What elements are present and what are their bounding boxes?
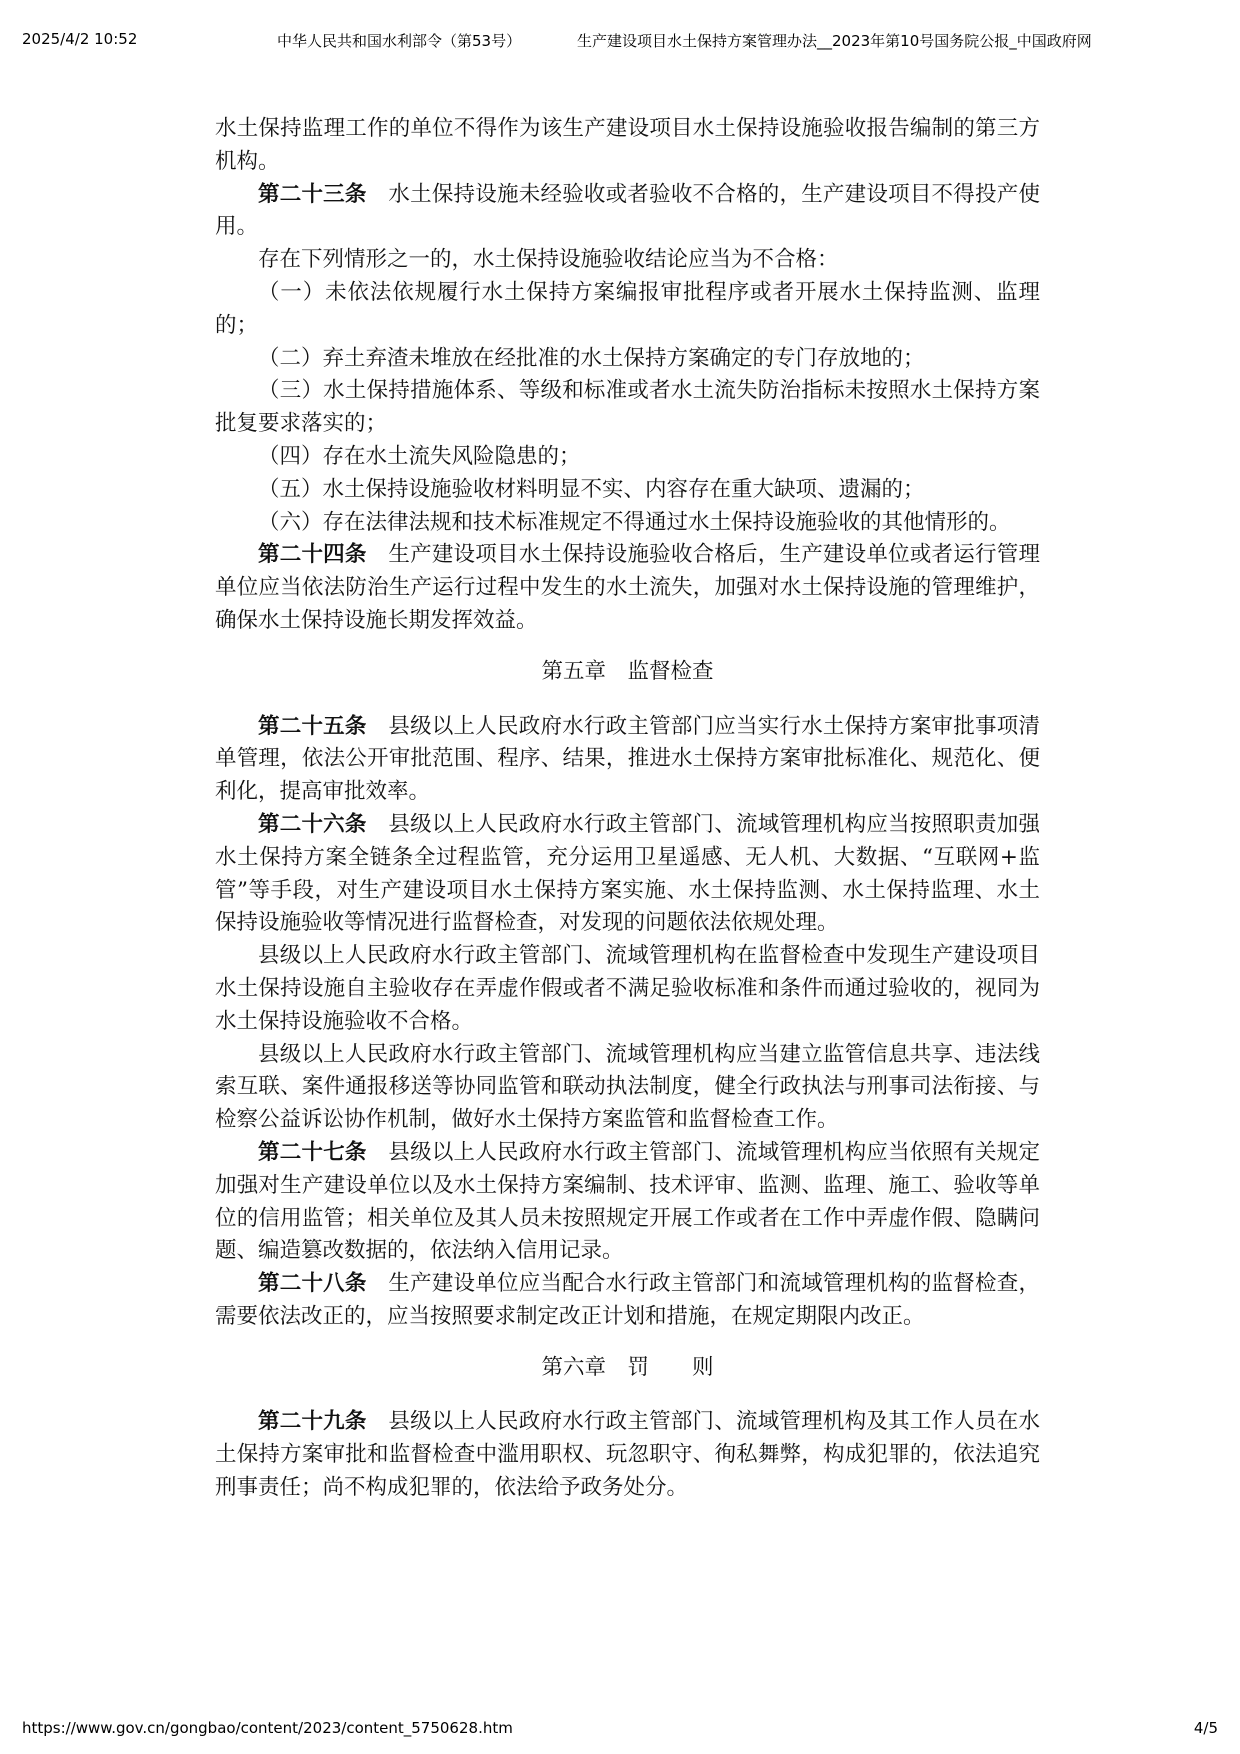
- article-label: 第二十三条: [258, 181, 367, 207]
- article-28: [215, 1268, 1040, 1334]
- article-text: 水土保持设施未经验收或者验收不合格的，生产建设项目不得投产使用。: [215, 181, 1040, 240]
- document-title: 中华人民共和国水利部令（第53号）: [277, 32, 522, 50]
- page-url: https://www.gov.cn/gongbao/content/2023/content_5750628.htm: [22, 1719, 513, 1737]
- list-item: （六）存在法律法规和技术标准规定不得通过水土保持设施验收的其他情形的。: [258, 509, 1011, 535]
- article-text: 县级以上人民政府水行政主管部门、流域管理机构应当按照职责加强水土保持方案全链条全过程监管，充分运用卫星遥感、无人机、大数据、“互联网+监管”等手段，对生产建设项目水土保持方案实施、水土保持监测、水土保持监理、水土保持设施验收等情况进行监督检查，对发现的问题依法依规处理。: [215, 811, 1040, 936]
- paragraph: 县级以上人民政府水行政主管部门、流域管理机构应当建立监管信息共享、违法线索互联、案件通报移送等协同监管和联动执法制度，健全行政执法与刑事司法衔接、与检察公益诉讼协作机制，做好水土保持方案监管和监督检查工作。: [215, 1041, 1040, 1133]
- print-date: 2025/4/2 10:52: [22, 30, 138, 48]
- chapter-heading: 第六章 罚 则: [541, 1354, 714, 1380]
- list-item: （四）存在水土流失风险隐患的；: [258, 443, 581, 469]
- article-label: 第二十七条: [258, 1139, 367, 1165]
- article-25: [215, 711, 1040, 809]
- list-item: （三）水土保持措施体系、等级和标准或者水土流失防治指标未按照水土保持方案批复要求落实的；: [215, 378, 1040, 437]
- list-item: （二）弃土弃渣未堆放在经批准的水土保持方案确定的专门存放地的；: [258, 345, 925, 371]
- article-23: [215, 179, 1040, 245]
- article-label: 第二十九条: [258, 1409, 367, 1435]
- paragraph: 县级以上人民政府水行政主管部门、流域管理机构在监督检查中发现生产建设项目水土保持设施自主验收存在弄虚作假或者不满足验收标准和条件而通过验收的，视同为水土保持设施验收不合格。: [215, 943, 1040, 1034]
- article-text: 生产建设项目水土保持设施验收合格后，生产建设单位或者运行管理单位应当依法防治生产运行过程中发生的水土流失，加强对水土保持设施的管理维护，确保水土保持设施长期发挥效益。: [215, 542, 1040, 633]
- article-label: 第二十六条: [258, 811, 367, 837]
- article-label: 第二十八条: [258, 1271, 367, 1297]
- page-title: 生产建设项目水土保持方案管理办法__2023年第10号国务院公报_中国政府网: [577, 32, 1092, 50]
- article-text: 县级以上人民政府水行政主管部门、流域管理机构及其工作人员在水土保持方案审批和监督检查中滥用职权、玩忽职守、徇私舞弊，构成犯罪的，依法追究刑事责任；尚不构成犯罪的，依法给予政务处分。: [215, 1409, 1040, 1501]
- document-body: [215, 113, 1040, 1505]
- chapter-heading: 第五章 监督检查: [541, 658, 714, 684]
- article-27: [215, 1137, 1040, 1268]
- article-26: [215, 809, 1040, 940]
- list-item: （一）未依法依规履行水土保持方案编报审批程序或者开展水土保持监测、监理的；: [215, 279, 1040, 338]
- article-text: 县级以上人民政府水行政主管部门应当实行水土保持方案审批事项清单管理，依法公开审批范围、程序、结果，推进水土保持方案审批标准化、规范化、便利化，提高审批效率。: [215, 713, 1040, 805]
- paragraph: 存在下列情形之一的，水土保持设施验收结论应当为不合格：: [258, 247, 839, 273]
- article-text: 县级以上人民政府水行政主管部门、流域管理机构应当依照有关规定加强对生产建设单位以及水土保持方案编制、技术评审、监测、监理、施工、验收等单位的信用监管；相关单位及其人员未按照规定开展工作或者在工作中弄虚作假、隐瞒问题、编造篡改数据的，依法纳入信用记录。: [215, 1139, 1040, 1264]
- article-24: [215, 539, 1040, 637]
- paragraph: 水土保持监理工作的单位不得作为该生产建设项目水土保持设施验收报告编制的第三方机构。: [215, 116, 1040, 174]
- article-label: 第二十五条: [258, 713, 367, 739]
- article-29: [215, 1406, 1040, 1504]
- print-footer: [22, 1719, 1218, 1743]
- page-number: 4/5: [1193, 1719, 1218, 1737]
- article-label: 第二十四条: [258, 542, 367, 568]
- article-text: 生产建设单位应当配合水行政主管部门和流域管理机构的监督检查，需要依法改正的，应当按照要求制定改正计划和措施，在规定期限内改正。: [215, 1271, 1040, 1329]
- list-item: （五）水土保持设施验收材料明显不实、内容存在重大缺项、遗漏的；: [258, 476, 925, 502]
- print-header: [22, 30, 1218, 54]
